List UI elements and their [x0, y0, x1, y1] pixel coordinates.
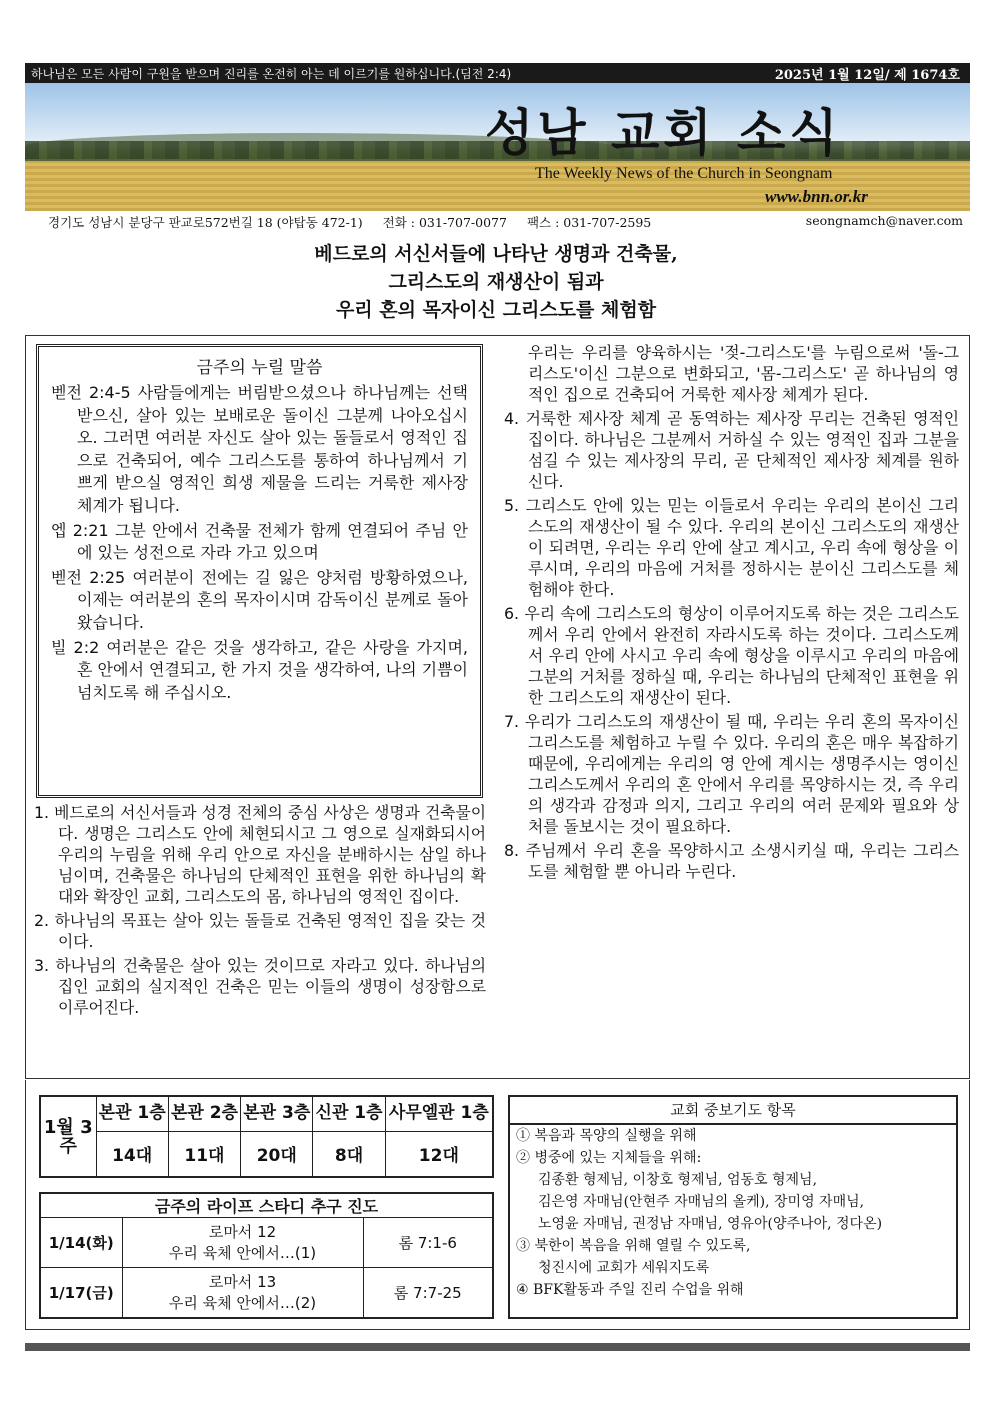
contact-line [48, 213, 963, 231]
prayer-item [510, 1147, 956, 1235]
attendance-header: 사무엘관 1층 [385, 1096, 493, 1131]
prayer-sub: 청진시에 교회가 세워지도록 [538, 1260, 710, 1276]
attendance-value: 11대 [168, 1131, 240, 1177]
attendance-week: 1월 3주 [40, 1096, 96, 1177]
attendance-value: 12대 [385, 1131, 493, 1177]
newsletter-subtitle: The Weekly News of the Church in Seongnam [535, 165, 833, 182]
headline-line: 베드로의 서신서들에 나타난 생명과 건축물, [314, 243, 678, 265]
address: 경기도 성남시 분당구 판교로572번길 18 (야탑동 472-1) [48, 215, 363, 230]
study-book: 로마서 13 [208, 1273, 277, 1292]
top-verse: 하나님은 모든 사람이 구원을 받으며 진리를 온전히 아는 데 이르기를 원하십니다.(딤전 2:4) [31, 66, 512, 81]
study-table [39, 1192, 494, 1319]
main-content [25, 335, 970, 1079]
prayer-text: 병중에 있는 지체들을 위해: [534, 1150, 702, 1166]
prayer-number: ② [516, 1150, 530, 1166]
attendance-value: 8대 [313, 1131, 385, 1177]
headline-line: 그리스도의 재생산이 됨과 [388, 271, 604, 293]
website-link[interactable]: www.bnn.or.kr [765, 187, 868, 206]
point-item: 3. 하나님의 건축물은 살아 있는 것이므로 자라고 있다. 하나님의 집인 교회의 실지적인 건축은 믿는 이들의 생명이 성장함으로 이루어진다. [34, 956, 486, 1017]
attendance-header: 본관 3층 [241, 1096, 313, 1131]
prayer-item [510, 1235, 956, 1279]
study-range: 롬 7:1-6 [363, 1218, 493, 1268]
attendance-value: 20대 [241, 1131, 313, 1177]
attendance-header: 본관 2층 [168, 1096, 240, 1131]
study-book: 로마서 12 [208, 1223, 277, 1242]
study-topic [122, 1218, 363, 1268]
verse-item: 엡 2:21 그분 안에서 건축물 전체가 함께 연결되어 주님 안에 있는 성전으로 자라 가고 있으며 [51, 520, 468, 563]
attendance-table [39, 1095, 494, 1178]
point-item: 5. 그리스도 안에 있는 믿는 이들로서 우리는 우리의 본이신 그리스도의 재생산이 될 수 있다. 우리의 본이신 그리스도의 재생산이 되려면, 우리는 우리 안에 살고 계시고, 우리 속에 형상을 이루시며, 우리의 마음에 거처를 정하시는 분이신 그리스도를 체험해야 한다. [504, 496, 959, 599]
attendance-value: 14대 [96, 1131, 168, 1177]
verse-item: 벧전 2:25 여러분이 전에는 길 잃은 양처럼 방황하였으나, 이제는 여러분의 혼의 목자이시며 감독이신 분께로 돌아왔습니다. [51, 567, 468, 632]
points-right [504, 342, 959, 885]
study-subtitle: 우리 육체 안에서…(2) [168, 1294, 317, 1313]
prayer-sub: 김종환 형제님, 이창호 형제님, 엄동호 형제님, [538, 1172, 818, 1188]
prayer-box [508, 1095, 958, 1319]
prayer-text: 복음과 목양의 실행을 위해 [534, 1128, 697, 1144]
point-item: 8. 주님께서 우리 혼을 목양하시고 소생시키실 때, 우리는 그리스도를 체험할 뿐 아니라 누린다. [504, 841, 959, 881]
study-title: 금주의 라이프 스타디 추구 진도 [40, 1193, 493, 1218]
headline-line: 우리 혼의 목자이신 그리스도를 체험함 [335, 299, 657, 321]
verse-box-title: 금주의 누릴 말씀 [196, 358, 323, 378]
issue-date: 2025년 1월 12일/ 제 1674호 [774, 67, 960, 83]
point-item: 1. 베드로의 서신서들과 성경 전체의 중심 사상은 생명과 건축물이다. 생명은 그리스도 안에 체현되시고 그 영으로 실재화되시어 우리의 누림을 위해 우리 안으로 자신을 분배하시는 삼일 하나님이며, 건축물은 하나님의 단체적인 표현을 위한 하나님의 확대와 확장인 교회, 그리스도의 몸, 하나님의 영적인 집이다. [34, 803, 486, 906]
prayer-number: ③ [516, 1238, 530, 1254]
study-subtitle: 우리 육체 안에서…(1) [168, 1244, 317, 1263]
study-topic [122, 1267, 363, 1318]
header-banner [25, 83, 970, 211]
point-item: 7. 우리가 그리스도의 재생산이 될 때, 우리는 우리 혼의 목자이신 그리스도를 체험하고 누릴 수 있다. 우리의 혼은 매우 복잡하기 때문에, 우리에게는 우리의 영 안에 계시는 생명주시는 영이신 그리스도께서 우리의 혼 안에서 우리를 목양하시는 것, 즉 우리의 생각과 감정과 의지, 그리고 우리의 여러 문제와 필요와 상처를 돌보시는 것이 필요하다. [504, 712, 959, 836]
study-date: 1/17(금) [40, 1267, 122, 1318]
newsletter-title: 성남 교회 소식 [485, 104, 842, 162]
study-date: 1/14(화) [40, 1218, 122, 1268]
verse-box [36, 344, 483, 798]
point-item: 2. 하나님의 목표는 살아 있는 돌들로 건축된 영적인 집을 갖는 것이다. [34, 911, 486, 951]
fax: 팩스 : 031-707-2595 [526, 215, 652, 230]
point-continued: 우리는 우리를 양육하시는 '젖-그리스도'를 누림으로써 '돌-그리스도'이신 그분으로 변화되고, '몸-그리스도' 곧 하나님의 영적인 집으로 건축되어 거룩한 제사장 체계가 된다. [528, 343, 959, 404]
top-bar [25, 63, 970, 83]
prayer-text: 북한이 복음을 위해 열릴 수 있도록, [534, 1238, 751, 1254]
prayer-title: 교회 중보기도 항목 [510, 1097, 956, 1125]
prayer-item [510, 1125, 956, 1147]
verse-item: 빌 2:2 여러분은 같은 것을 생각하고, 같은 사랑을 가지며, 혼 안에서 연결되고, 한 가지 것을 생각하여, 나의 기쁨이 넘치도록 해 주십시오. [51, 637, 468, 702]
prayer-number: ① [516, 1128, 530, 1144]
email-link[interactable]: seongnamch@naver.com [805, 213, 963, 228]
point-item: 4. 거룩한 제사장 체계 곧 동역하는 제사장 무리는 건축된 영적인 집이다. 하나님은 그분께서 거하실 수 있는 영적인 집과 그분을 섬길 수 있는 제사장의 무리, 곧 단체적인 제사장 체계를 원하신다. [504, 409, 959, 491]
attendance-header: 신관 1층 [313, 1096, 385, 1131]
point-item: 6. 우리 속에 그리스도의 형상이 이루어지도록 하는 것은 그리스도께서 우리 안에서 완전히 자라시도록 하는 것이다. 그리스도께서 우리 안에 사시고 우리 속에 형상을 이루시고 우리의 마음에 그분의 거처를 정하실 때, 우리는 하나님의 단체적인 표현을 위한 그리스도의 재생산이 된다. [504, 604, 959, 707]
verse-item: 벧전 2:4-5 사람들에게는 버림받으셨으나 하나님께는 선택받으신, 살아 있는 보배로운 돌이신 그분께 나아오십시오. 그러면 여러분 자신도 살아 있는 돌들로서 영적인 집으로 건축되어, 예수 그리스도를 통하여 하나님께서 기쁘게 받으실 영적인 희생 제물을 드리는 거룩한 제사장 체계가 됩니다. [51, 383, 468, 515]
phone: 전화 : 031-707-0077 [382, 215, 507, 230]
headline [0, 240, 992, 324]
attendance-header: 본관 1층 [96, 1096, 168, 1131]
prayer-item [510, 1279, 956, 1301]
study-range: 롬 7:7-25 [363, 1267, 493, 1318]
prayer-sub: 노영윤 자매님, 권정남 자매님, 영유아(양주나아, 정다온) [538, 1216, 883, 1232]
bottom-section [25, 1080, 970, 1330]
prayer-sub: 김은영 자매님(안현주 자매님의 올케), 장미영 자매님, [538, 1194, 865, 1210]
footer-bar [25, 1343, 970, 1351]
prayer-number: ④ [516, 1282, 529, 1298]
prayer-text: BFK활동과 주일 진리 수업을 위해 [533, 1282, 744, 1298]
points-left [34, 802, 486, 1021]
